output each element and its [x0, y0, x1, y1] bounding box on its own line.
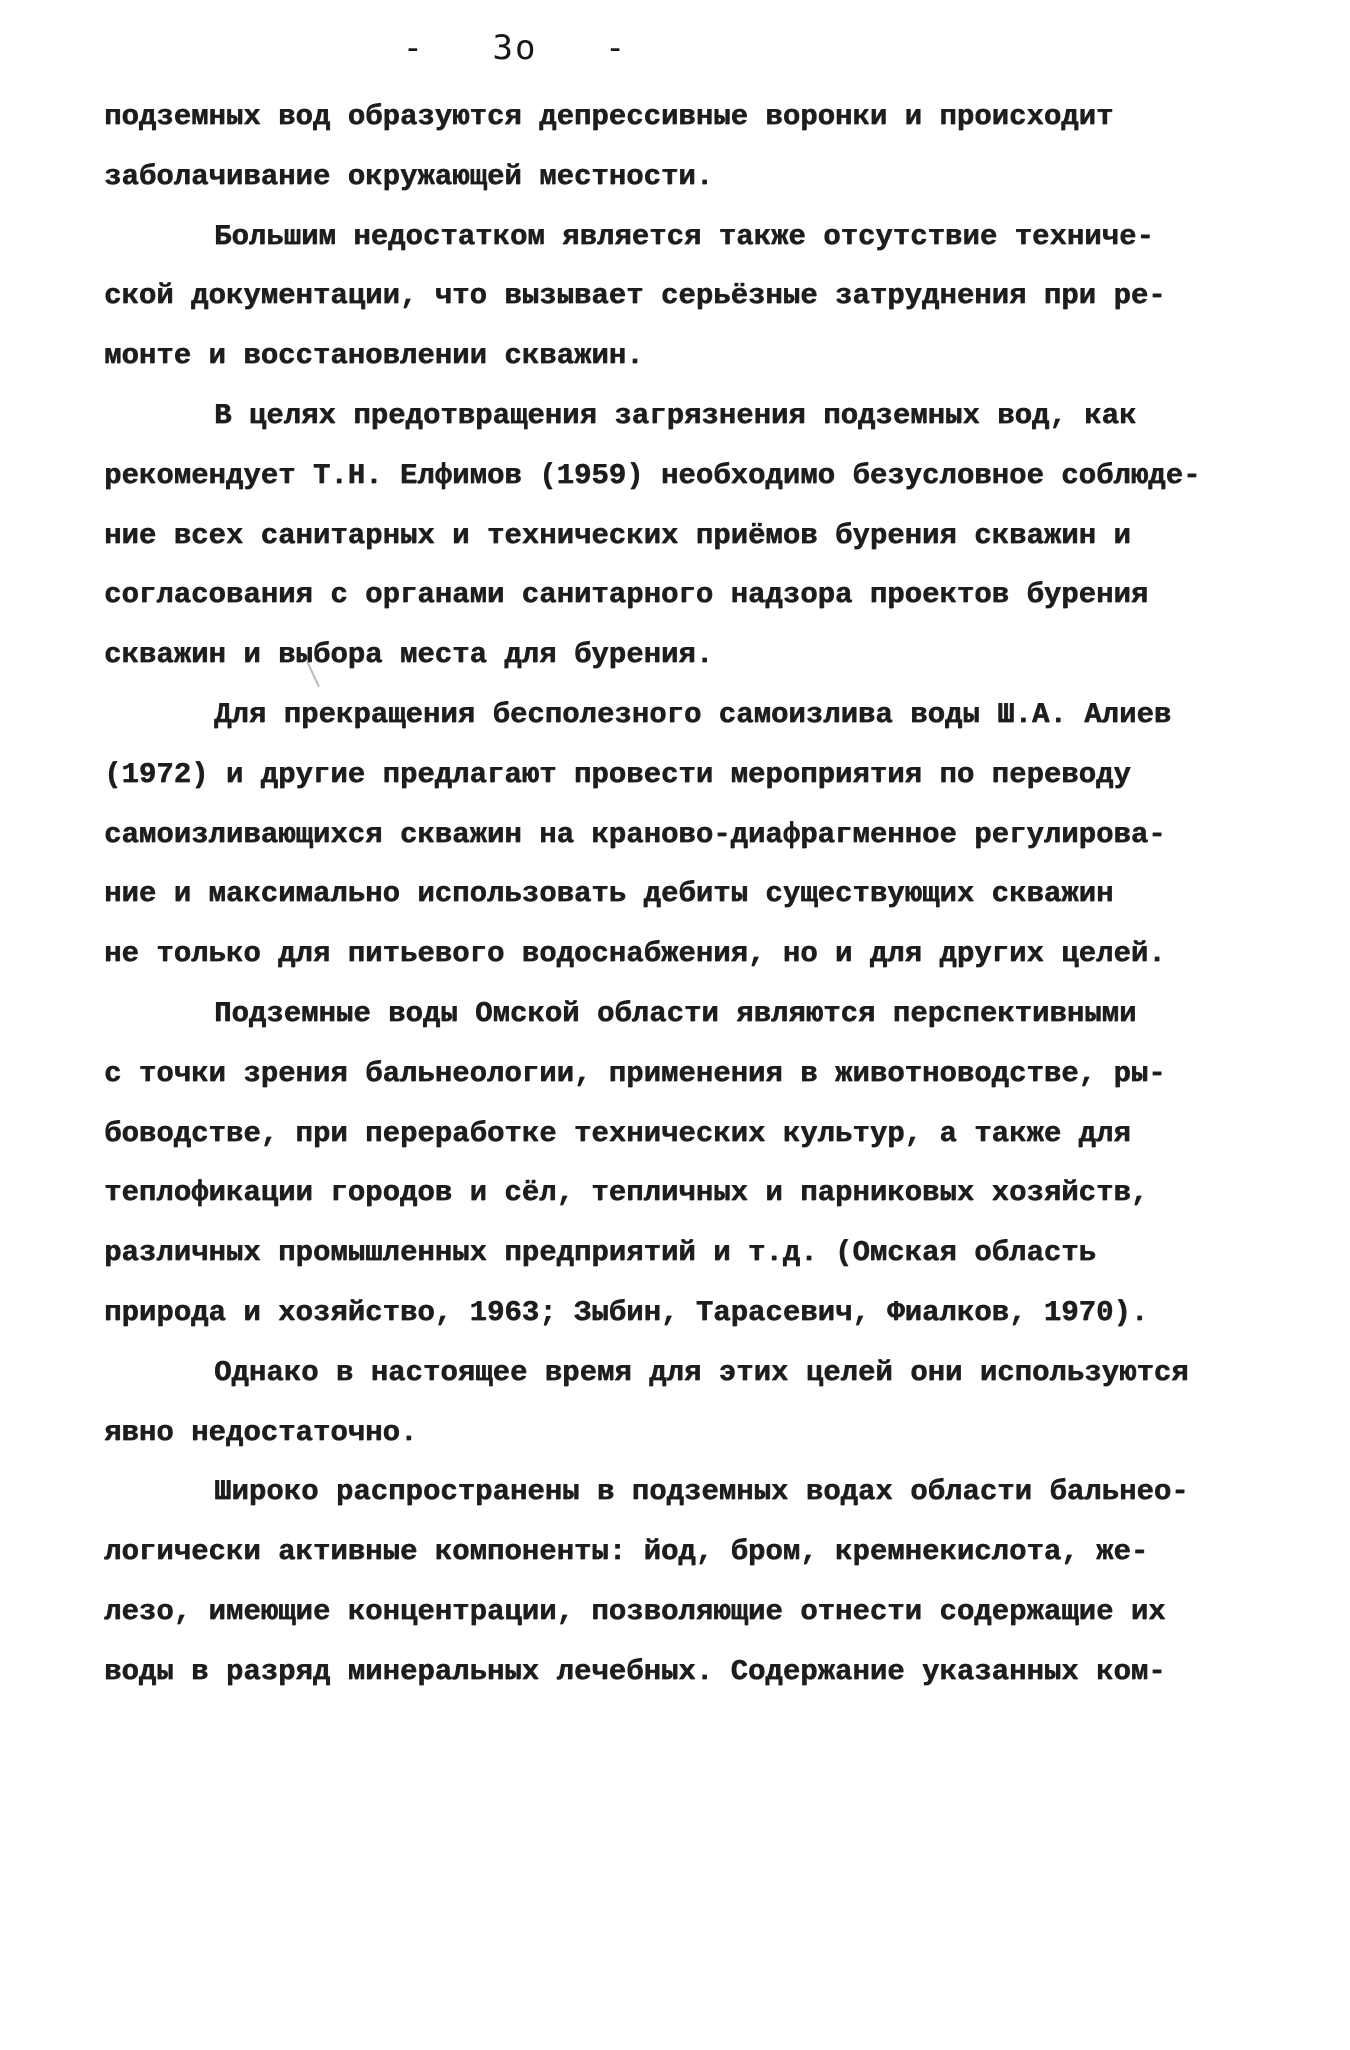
text-line: ние всех санитарных и технических приёмов бурения скважин и — [104, 518, 1131, 552]
paragraph — [104, 1462, 1284, 1701]
text-line: теплофикации городов и сёл, тепличных и парниковых хозяйств, — [104, 1176, 1149, 1210]
text-line: Однако в настоящее время для этих целей они используются — [214, 1355, 1189, 1389]
text-line: не только для питьевого водоснабжения, но и для других целей. — [104, 937, 1166, 971]
paragraph — [104, 87, 1284, 207]
text-line: явно недостаточно. — [104, 1415, 418, 1449]
text-line: скважин и выбора места для бурения. — [104, 638, 714, 672]
text-line: Большим недостатком является также отсутствие техниче- — [214, 219, 1154, 253]
text-line: боводстве, при переработке технических культур, а также для — [104, 1116, 1131, 1150]
text-line: Для прекращения бесполезного самоизлива воды Ш.А. Алиев — [214, 697, 1172, 731]
text-line: логически активные компоненты: йод, бром, кремнекислота, же- — [104, 1535, 1149, 1569]
text-line: заболачивание окружающей местности. — [104, 159, 714, 193]
text-line: подземных вод образуются депрессивные воронки и происходит — [104, 100, 1114, 133]
paragraph — [104, 685, 1284, 984]
text-line: лезо, имеющие концентрации, позволяющие отнести содержащие их — [104, 1594, 1166, 1628]
text-line: Подземные воды Омской области являются перспективными — [214, 996, 1137, 1030]
text-line: (1972) и другие предлагают провести мероприятия по переводу — [104, 757, 1131, 791]
body-text — [104, 87, 1284, 1702]
page-number: - 3о - — [402, 28, 628, 68]
text-line: ние и максимально использовать дебиты существующих скважин — [104, 877, 1114, 911]
paragraph — [104, 984, 1284, 1343]
text-line: согласования с органами санитарного надзора проектов бурения — [104, 578, 1149, 612]
text-line: самоизливающихся скважин на краново-диафрагменное регулирова- — [104, 817, 1166, 851]
paragraph — [104, 386, 1284, 685]
text-line: монте и восстановлении скважин. — [104, 339, 644, 373]
text-line: различных промышленных предприятий и т.д. (Омская область — [104, 1236, 1096, 1270]
text-line: рекомендует Т.Н. Елфимов (1959) необходимо безусловное соблюде- — [104, 458, 1201, 492]
text-line: воды в разряд минеральных лечебных. Содержание указанных ком- — [104, 1654, 1166, 1688]
text-line: В целях предотвращения загрязнения подземных вод, как — [214, 398, 1137, 432]
text-line: ской документации, что вызывает серьёзные затруднения при ре- — [104, 279, 1166, 313]
text-line: Широко распространены в подземных водах области бальнео- — [214, 1475, 1189, 1509]
paragraph — [104, 1343, 1284, 1463]
text-line: с точки зрения бальнеологии, применения в животноводстве, ры- — [104, 1056, 1166, 1090]
paragraph — [104, 207, 1284, 386]
text-line: природа и хозяйство, 1963; Зыбин, Тарасевич, Фиалков, 1970). — [104, 1295, 1149, 1329]
